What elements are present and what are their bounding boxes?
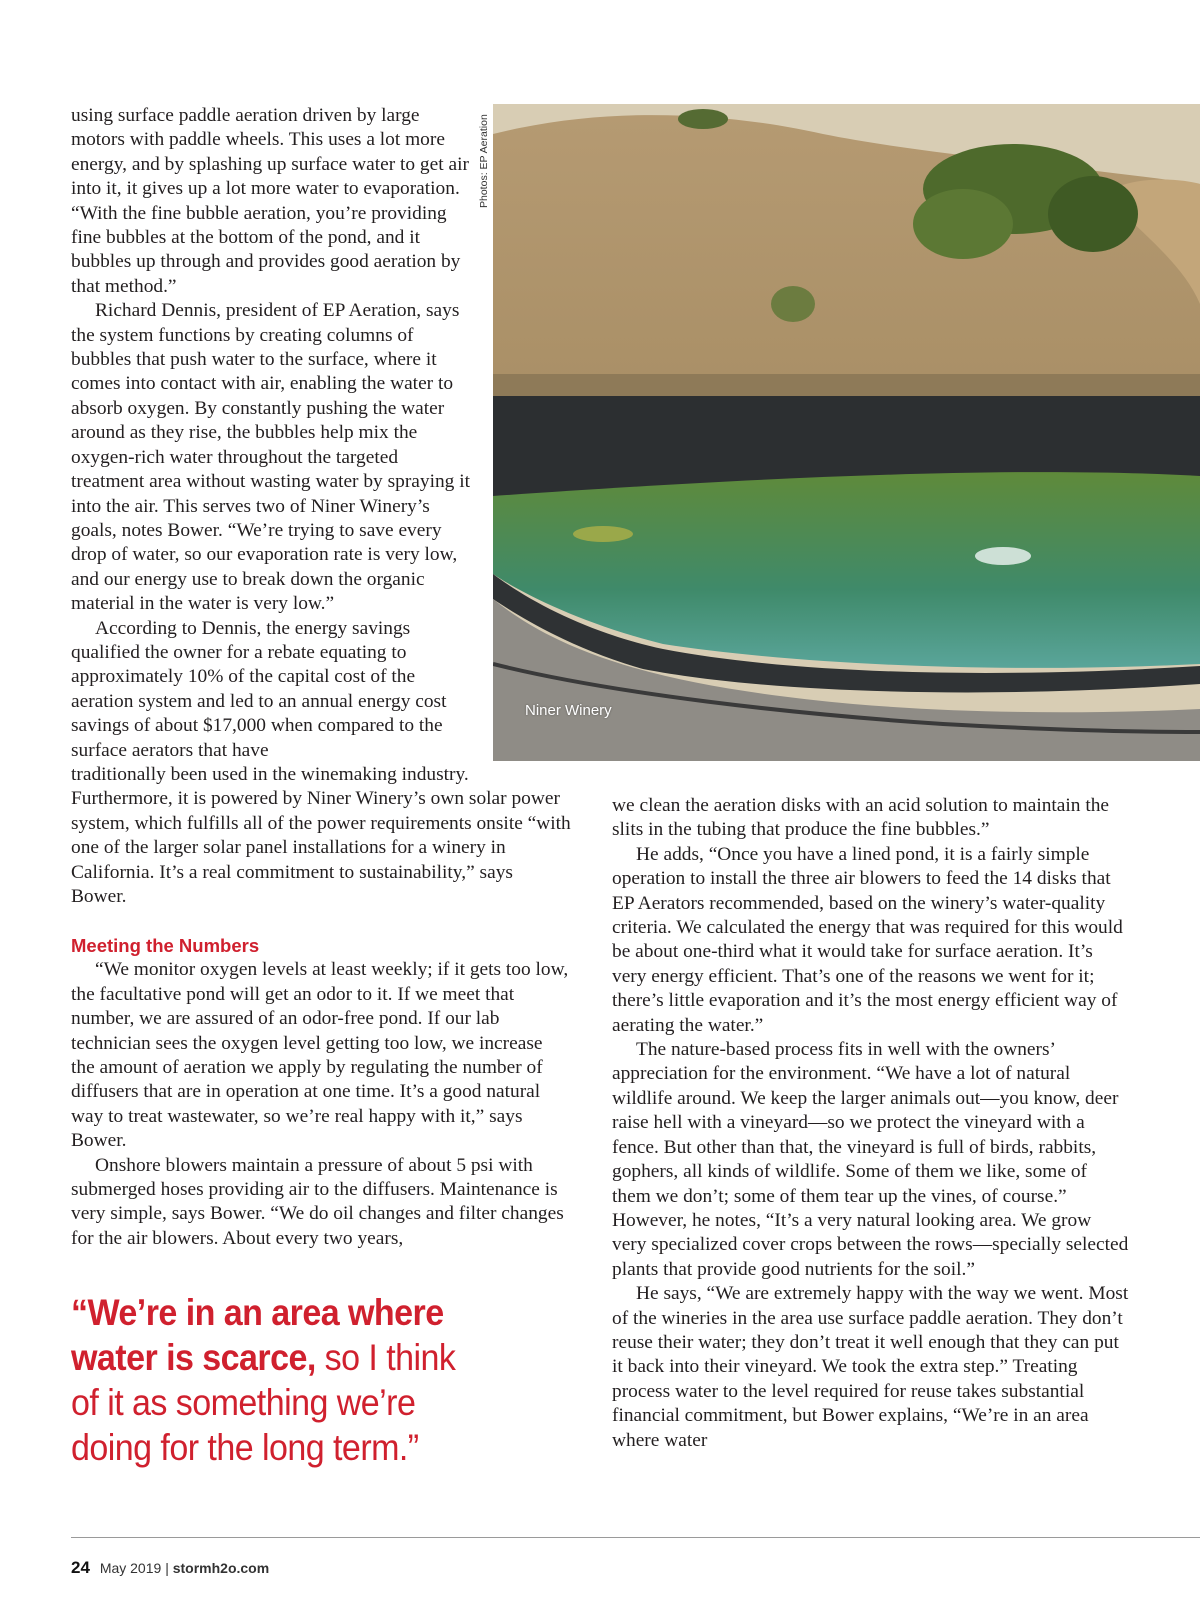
- pull-quote-rest: so I think of it as something we’re doing for the long term.”: [71, 1337, 456, 1468]
- body-paragraph: Richard Dennis, president of EP Aeration, says the system functions by creating columns of bubbles that push water to the surface, where it comes into contact with air, enabling the water to absorb oxygen. By constantly pushing the water around as they rise, the bubbles help mix the oxygen-rich water throughout the targeted treatment area without wasting water by spraying it into the air. This serves two of Niner Winery’s goals, notes Bower. “We’re trying to save every drop of water, so our evaporation rate is very low, and our energy use to break down the organic material in the water is very low.”: [71, 300, 471, 615]
- pond-photo: [493, 104, 1200, 761]
- page-footer: [71, 1558, 269, 1578]
- oak-trees: [1048, 176, 1138, 252]
- body-text-narrow: According to Dennis, the energy savings qualified the owner for a rebate equating to approximately 10% of the capital cost of the aeration system and led to an annual energy cost savings of about $17,000 when compared to the surface aerators that have: [71, 617, 447, 761]
- body-paragraph: The nature-based process fits in well with the owners’ appreciation for the environment. “We have a lot of natural wildlife around. We keep the larger animals out—you know, deer raise hell with a vineyard—so we protect the vineyard with a fence. But other than that, the vineyard is full of birds, rabbits, gophers, all kinds of wildlife. Some of them we like, some of them we don’t; some of them tear up the vines, of course.” However, he notes, “It’s a very natural looking area. We grow very specialized cover crops between the rows—specially selected plants that provide good nutrients for the soil.”: [612, 1039, 1129, 1280]
- body-paragraph: Onshore blowers maintain a pressure of about 5 psi with submerged hoses providing air to the diffusers. Maintenance is very simple, says Bower. “We do oil changes and filter changes for the air blowers. About every two years,: [71, 1154, 564, 1249]
- oak-trees: [913, 189, 1013, 259]
- site-url: stormh2o.com: [172, 1560, 270, 1576]
- photo-credit: Photos: EP Aeration: [478, 114, 490, 208]
- body-paragraph: we clean the aeration disks with an acid solution to maintain the slits in the tubing that produce the fine bubbles.”: [612, 795, 1110, 841]
- pull-quote-strong: “We’re in an area where water is scarce,: [71, 1292, 444, 1378]
- body-paragraph: He says, “We are extremely happy with the way we went. Most of the wineries in the area use surface paddle aeration. They don’t reuse their water; they don’t treat it well enough that they can put it back into their vineyard. We took the extra step.” Treating process water to the level required for reuse takes substantial financial commitment, but Bower explains, “We’re in an area where water: [612, 1283, 1129, 1451]
- footer-rule: [71, 1537, 1200, 1538]
- body-paragraph: using surface paddle aeration driven by large motors with paddle wheels. This uses a lot more energy, and by splashing up surface water to get air into it, it gives up a lot more water to evaporation. “With the fine bubble aeration, you’re providing fine bubbles at the bottom of the pond, and it bubbles up through and provides good aeration by that method.”: [71, 105, 469, 297]
- footer-separator: |: [165, 1560, 169, 1576]
- page-number: 24: [71, 1558, 90, 1577]
- body-paragraph: He adds, “Once you have a lined pond, it is a fairly simple operation to install the three air blowers to feed the 14 disks that EP Aerators recommended, based on the winery’s water-quality criteria. We calculated the energy that was required for this would be about one-third what it would take for surface aeration. It’s very energy efficient. That’s one of the reasons we went for it; there’s little evaporation and it’s the most energy efficient way of aerating the water.”: [612, 843, 1123, 1036]
- photo-caption: Niner Winery: [525, 702, 612, 719]
- aeration-bubbles: [975, 547, 1031, 565]
- small-tree: [771, 286, 815, 322]
- body-text-wide: traditionally been used in the winemaking industry. Furthermore, it is powered by Niner Winery’s own solar power system, which fulfills all of the power requirements onsite “with one of the larger solar panel installations for a winery in California. It’s a real commitment to sustainability,” says Bower.: [71, 763, 571, 907]
- section-subhead: Meeting the Numbers: [71, 935, 260, 957]
- algae-patch: [573, 526, 633, 542]
- fence-line: [493, 374, 1200, 396]
- pond-illustration: [493, 104, 1200, 761]
- right-column: [612, 794, 1130, 1453]
- issue-date: May 2019: [99, 1560, 162, 1576]
- pull-quote: [71, 1290, 476, 1470]
- body-paragraph: “We monitor oxygen levels at least weekly; if it gets too low, the facultative pond will get an odor to it. If we meet that number, we are assured of an odor-free pond. If our lab technician sees the oxygen level getting too low, we increase the amount of aeration we apply by regulating the number of diffusers that are in operation at one time. It’s a good natural way to treat wastewater, so we’re real happy with it,” says Bower.: [71, 959, 569, 1152]
- ridge-trees: [678, 109, 728, 129]
